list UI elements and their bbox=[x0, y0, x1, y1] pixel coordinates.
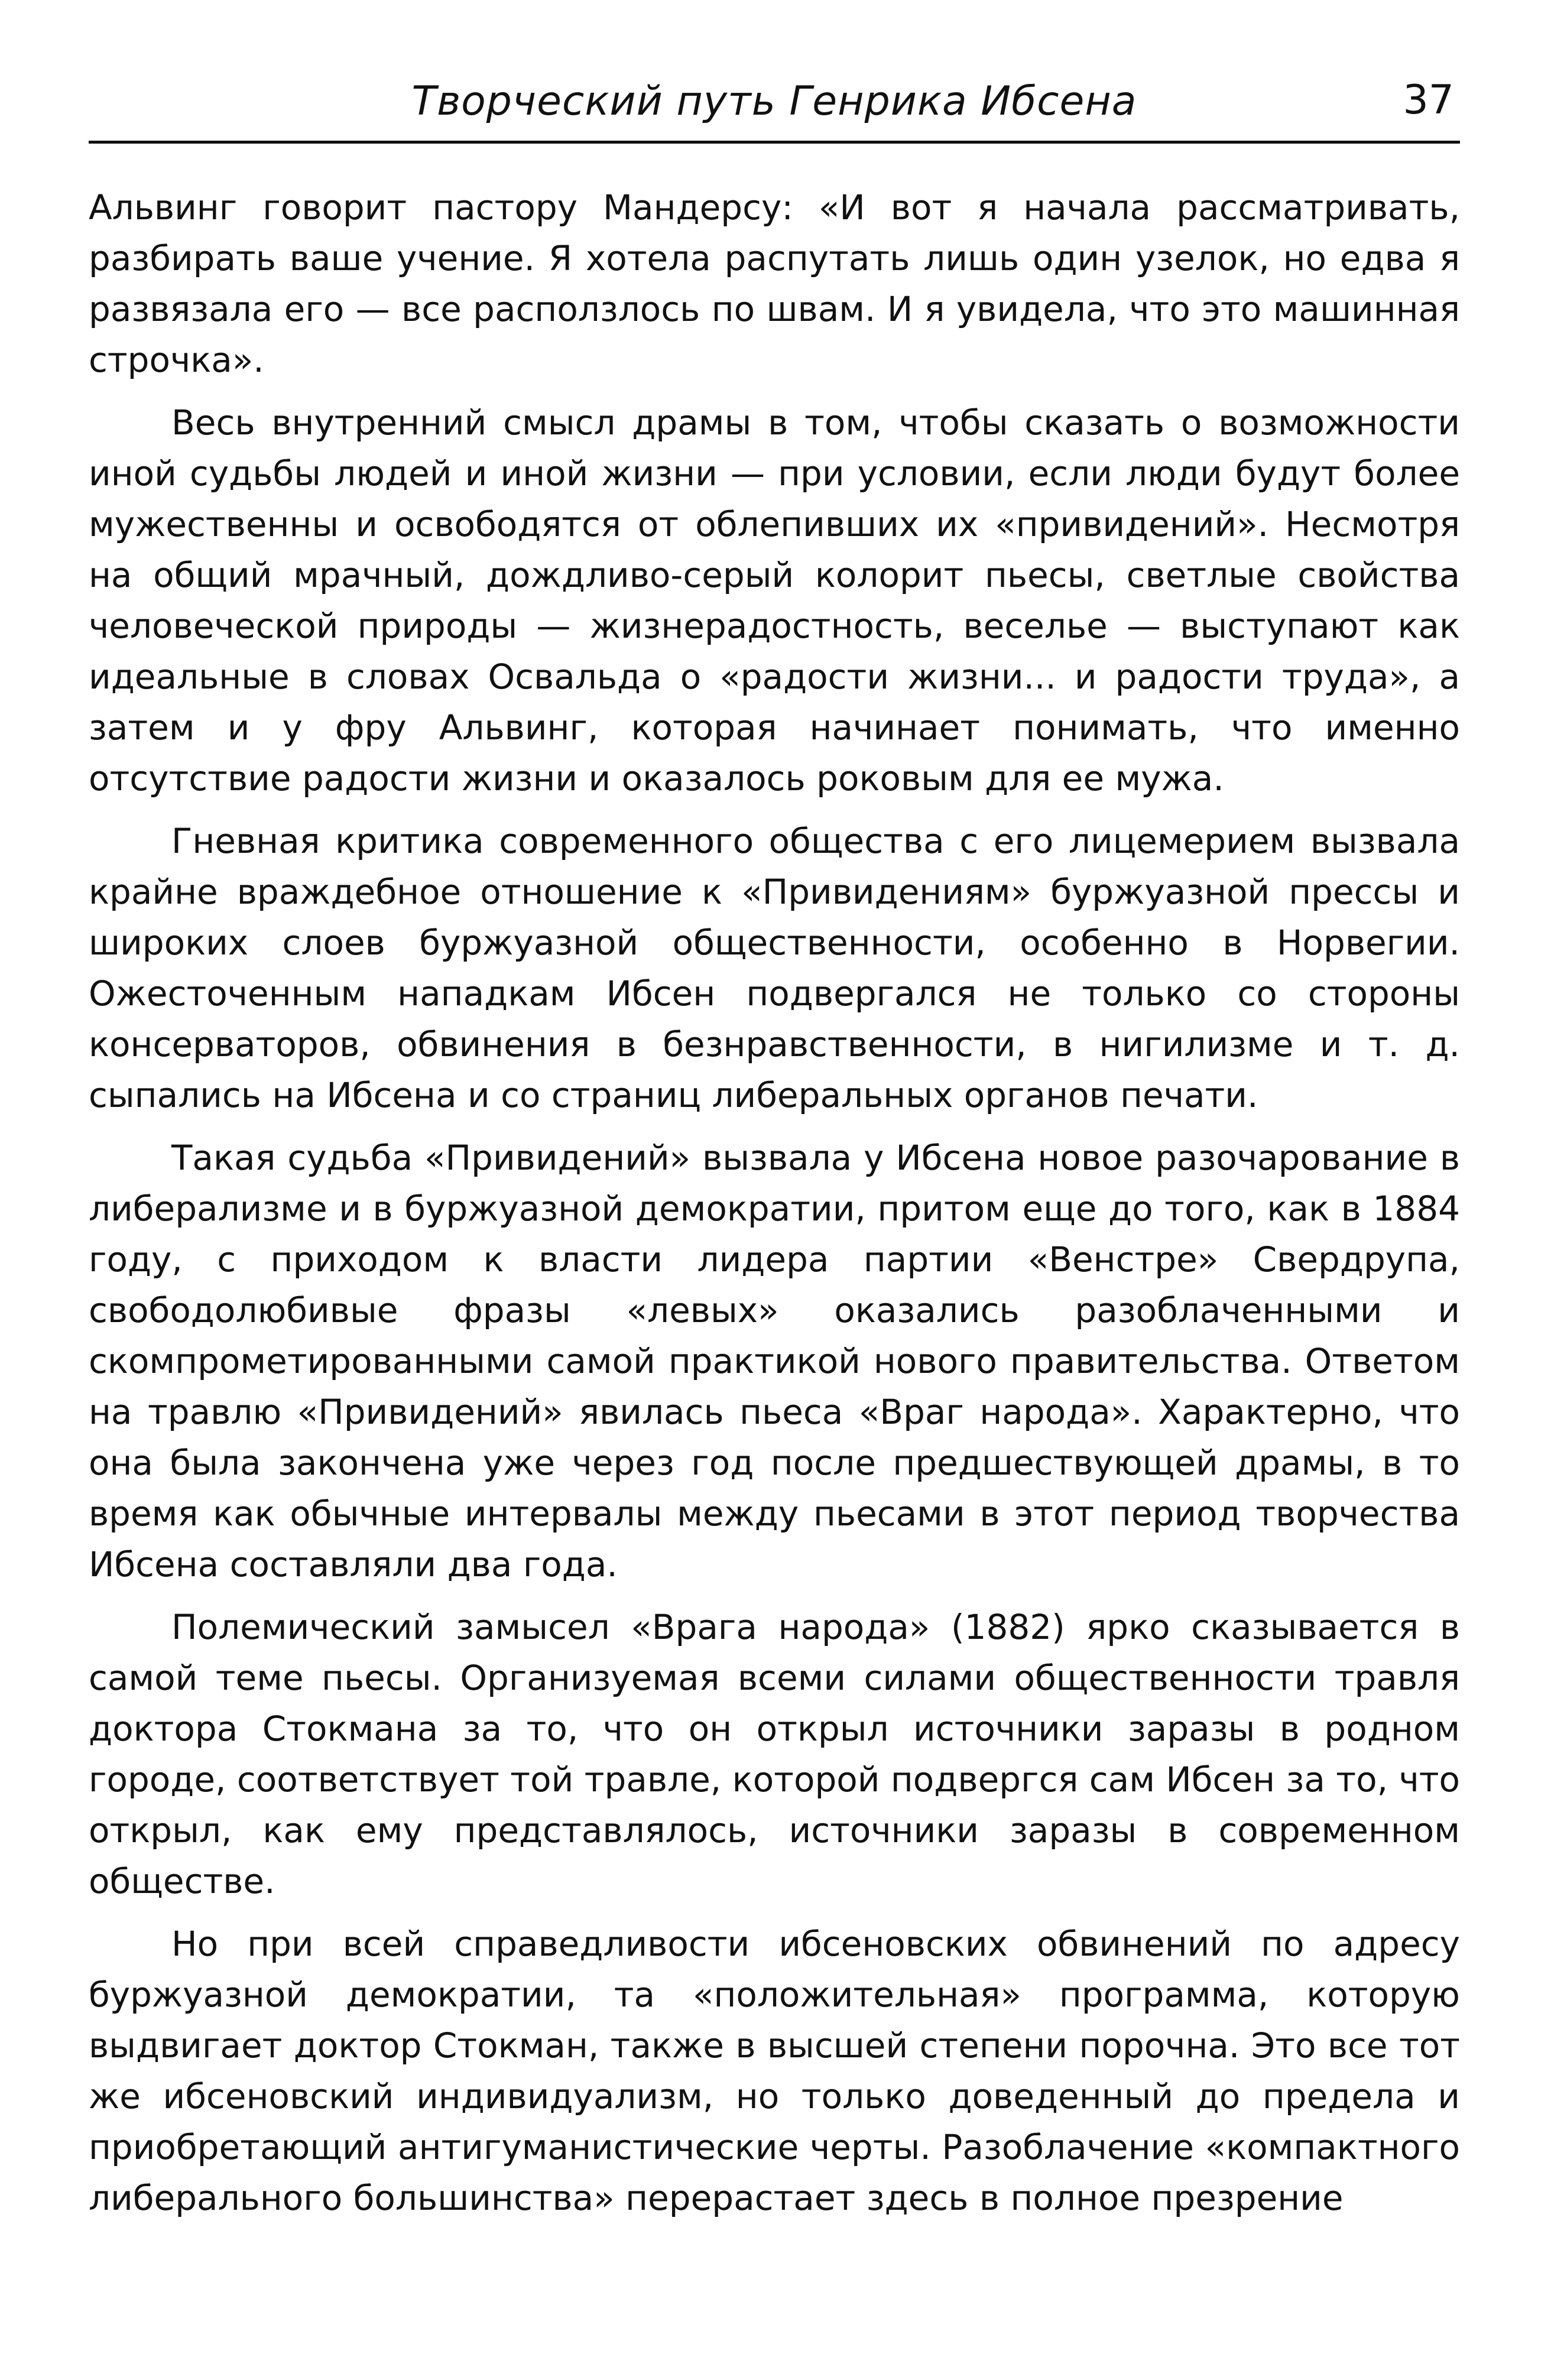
paragraph-2: Весь внутренний смысл драмы в том, чтобы сказать о возможности иной судьбы людей и иной жизни — при условии, если люди будут более мужественны и освободятся от облепивших их «привидений». Несмотря на общий мрачный, дождливо-серый колорит пьесы, светлые свойства человеческой природы — жизнерадостность, веселье — выступают как идеальные в словах Освальда о «радости жизни... и радости труда», а затем и у фру Альвинг, которая начинает понимать, что именно отсутствие радости жизни и оказалось роковым для ее мужа. bbox=[89, 402, 1460, 798]
running-head bbox=[89, 71, 1460, 142]
paragraph-6: Но при всей справедливости ибсеновских обвинений по адресу буржуазной демократии, та «положительная» программа, которую выдвигает доктор Стокман, также в высшей степени порочна. Это все тот же ибсеновский индивидуализм, но только доведенный до предела и приобретающий антигуманистические черты. Разоблачение «компактного либерального большинства» перерастает здесь в полное презрение bbox=[89, 1924, 1460, 2218]
book-page bbox=[89, 71, 1460, 2317]
running-title: Творческий путь Генрика Ибсена bbox=[411, 78, 1137, 125]
paragraph-1: Альвинг говорит пастору Мандерсу: «И вот я начала рассматривать, разбирать ваше учение. Я хотела распутать лишь один узелок, но едва я развязала его — все расползлось по швам. И я увидела, что это машинная строчка». bbox=[89, 187, 1460, 380]
header-rule bbox=[89, 141, 1460, 144]
body-text bbox=[89, 182, 1460, 2223]
page-number: 37 bbox=[1403, 77, 1454, 124]
paragraph-5: Полемический замысел «Врага народа» (1882) ярко сказывается в самой теме пьесы. Организуемая всеми силами общественности травля доктора Стокмана за то, что он открыл источники заразы в родном городе, соответствует той травле, которой подвергся сам Ибсен за то, что открыл, как ему представлялось, источники заразы в современном обществе. bbox=[89, 1607, 1460, 1901]
paragraph-3: Гневная критика современного общества с его лицемерием вызвала крайне враждебное отношение к «Привидениям» буржуазной прессы и широких слоев буржуазной общественности, особенно в Норвегии. Ожесточенным нападкам Ибсен подвергался не только со стороны консерваторов, обвинения в безнравственности, в нигилизме и т. д. сыпались на Ибсена и со страниц либеральных органов печати. bbox=[89, 821, 1460, 1115]
paragraph-4: Такая судьба «Привидений» вызвала у Ибсена новое разочарование в либерализме и в буржуазной демократии, притом еще до того, как в 1884 году, с приходом к власти лидера партии «Венстре» Свердрупа, свободолюбивые фразы «левых» оказались разоблаченными и скомпрометированными самой практикой нового правительства. Ответом на травлю «Привидений» явилась пьеса «Враг народа». Характерно, что она была закончена уже через год после предшествующей драмы, в то время как обычные интервалы между пьесами в этот период творчества Ибсена составляли два года. bbox=[89, 1138, 1460, 1584]
